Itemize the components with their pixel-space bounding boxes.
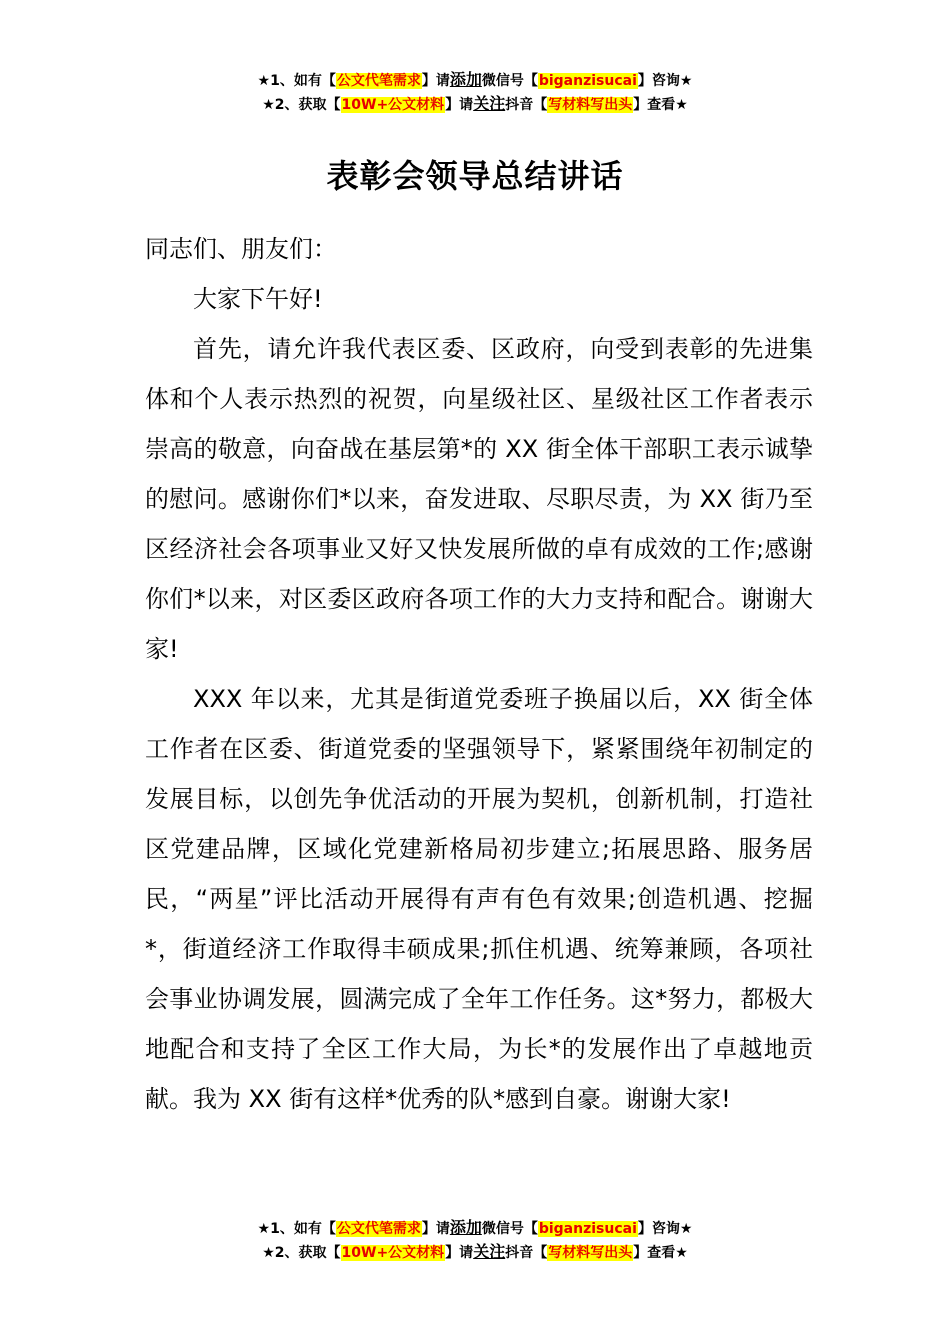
banner-text: 】请 [445,1245,474,1261]
banner-line-1 [0,1216,950,1240]
top-banner [0,68,950,116]
banner-text: ★1、如有【 [257,1221,336,1237]
paragraph-1: 首先，请允许我代表区委、区政府，向受到表彰的先进集体和个人表示热烈的祝贺，向星级社区、星级社区工作者表示崇高的敬意，向奋战在基层第*的 XX 街全体干部职工表示诚挚的慰问。感谢你们*以来，奋发进取、尽职尽责，为 XX 街乃至区经济社会各项事业又好又快发展所做的卓有成效的工作;感谢你们*以来，对区委区政府各项工作的大力支持和配合。谢谢大家! [145,335,813,663]
banner-highlight-wechat: biganzisucai [538,73,637,89]
banner-text: 】咨询★ [637,1221,693,1237]
paragraph-2: XXX 年以来，尤其是街道党委班子换届以后，XX 街全体工作者在区委、街道党委的坚强领导下，紧紧围绕年初制定的发展目标，以创先争优活动的开展为契机，创新机制，打造社区党建品牌，区域化党建新格局初步建立;拓展思路、服务居民，“两星”评比活动开展得有声有色有效果;创造机遇、挖掘*，街道经济工作取得丰硕成果;抓住机遇、统筹兼顾，各项社会事业协调发展，圆满完成了全年工作任务。这*努力，都极大地配合和支持了全区工作大局，为长*的发展作出了卓越地贡献。我为 XX 街有这样*优秀的队*感到自豪。谢谢大家! [145,685,813,1113]
banner-text: 】查看★ [633,1245,688,1261]
banner-text: ★2、获取【 [262,97,341,113]
banner-text: ★1、如有【 [257,73,336,89]
banner-highlight-douyin: 写材料写出头 [548,1245,633,1261]
greeting: 大家下午好! [193,285,323,313]
banner-underline: 添加 [449,70,482,89]
banner-underline: 关注 [473,1242,506,1261]
salutation: 同志们、朋友们： [145,235,337,263]
banner-text: 】请 [421,73,450,89]
banner-underline: 关注 [473,94,506,113]
document-title: 表彰会领导总结讲话 [326,157,624,195]
banner-highlight: 公文代笔需求 [336,1221,421,1237]
banner-text: 】咨询★ [637,73,693,89]
banner-text: 】查看★ [633,97,688,113]
banner-line-1 [0,68,950,92]
banner-text: ★2、获取【 [262,1245,341,1261]
banner-highlight: 10W+公文材料 [341,97,445,113]
banner-highlight-wechat: biganzisucai [538,1221,637,1237]
banner-highlight-douyin: 写材料写出头 [548,97,633,113]
banner-line-2 [0,92,950,116]
banner-text: 微信号【 [481,1221,538,1237]
document-body [145,224,813,1124]
banner-underline: 添加 [449,1218,482,1237]
banner-highlight: 10W+公文材料 [341,1245,445,1261]
banner-text: 】请 [421,1221,450,1237]
banner-text: 】请 [445,97,474,113]
bottom-banner [0,1216,950,1264]
banner-text: 抖音【 [505,1245,548,1261]
banner-text: 微信号【 [481,73,538,89]
banner-line-2 [0,1240,950,1264]
banner-text: 抖音【 [505,97,548,113]
banner-highlight: 公文代笔需求 [336,73,421,89]
